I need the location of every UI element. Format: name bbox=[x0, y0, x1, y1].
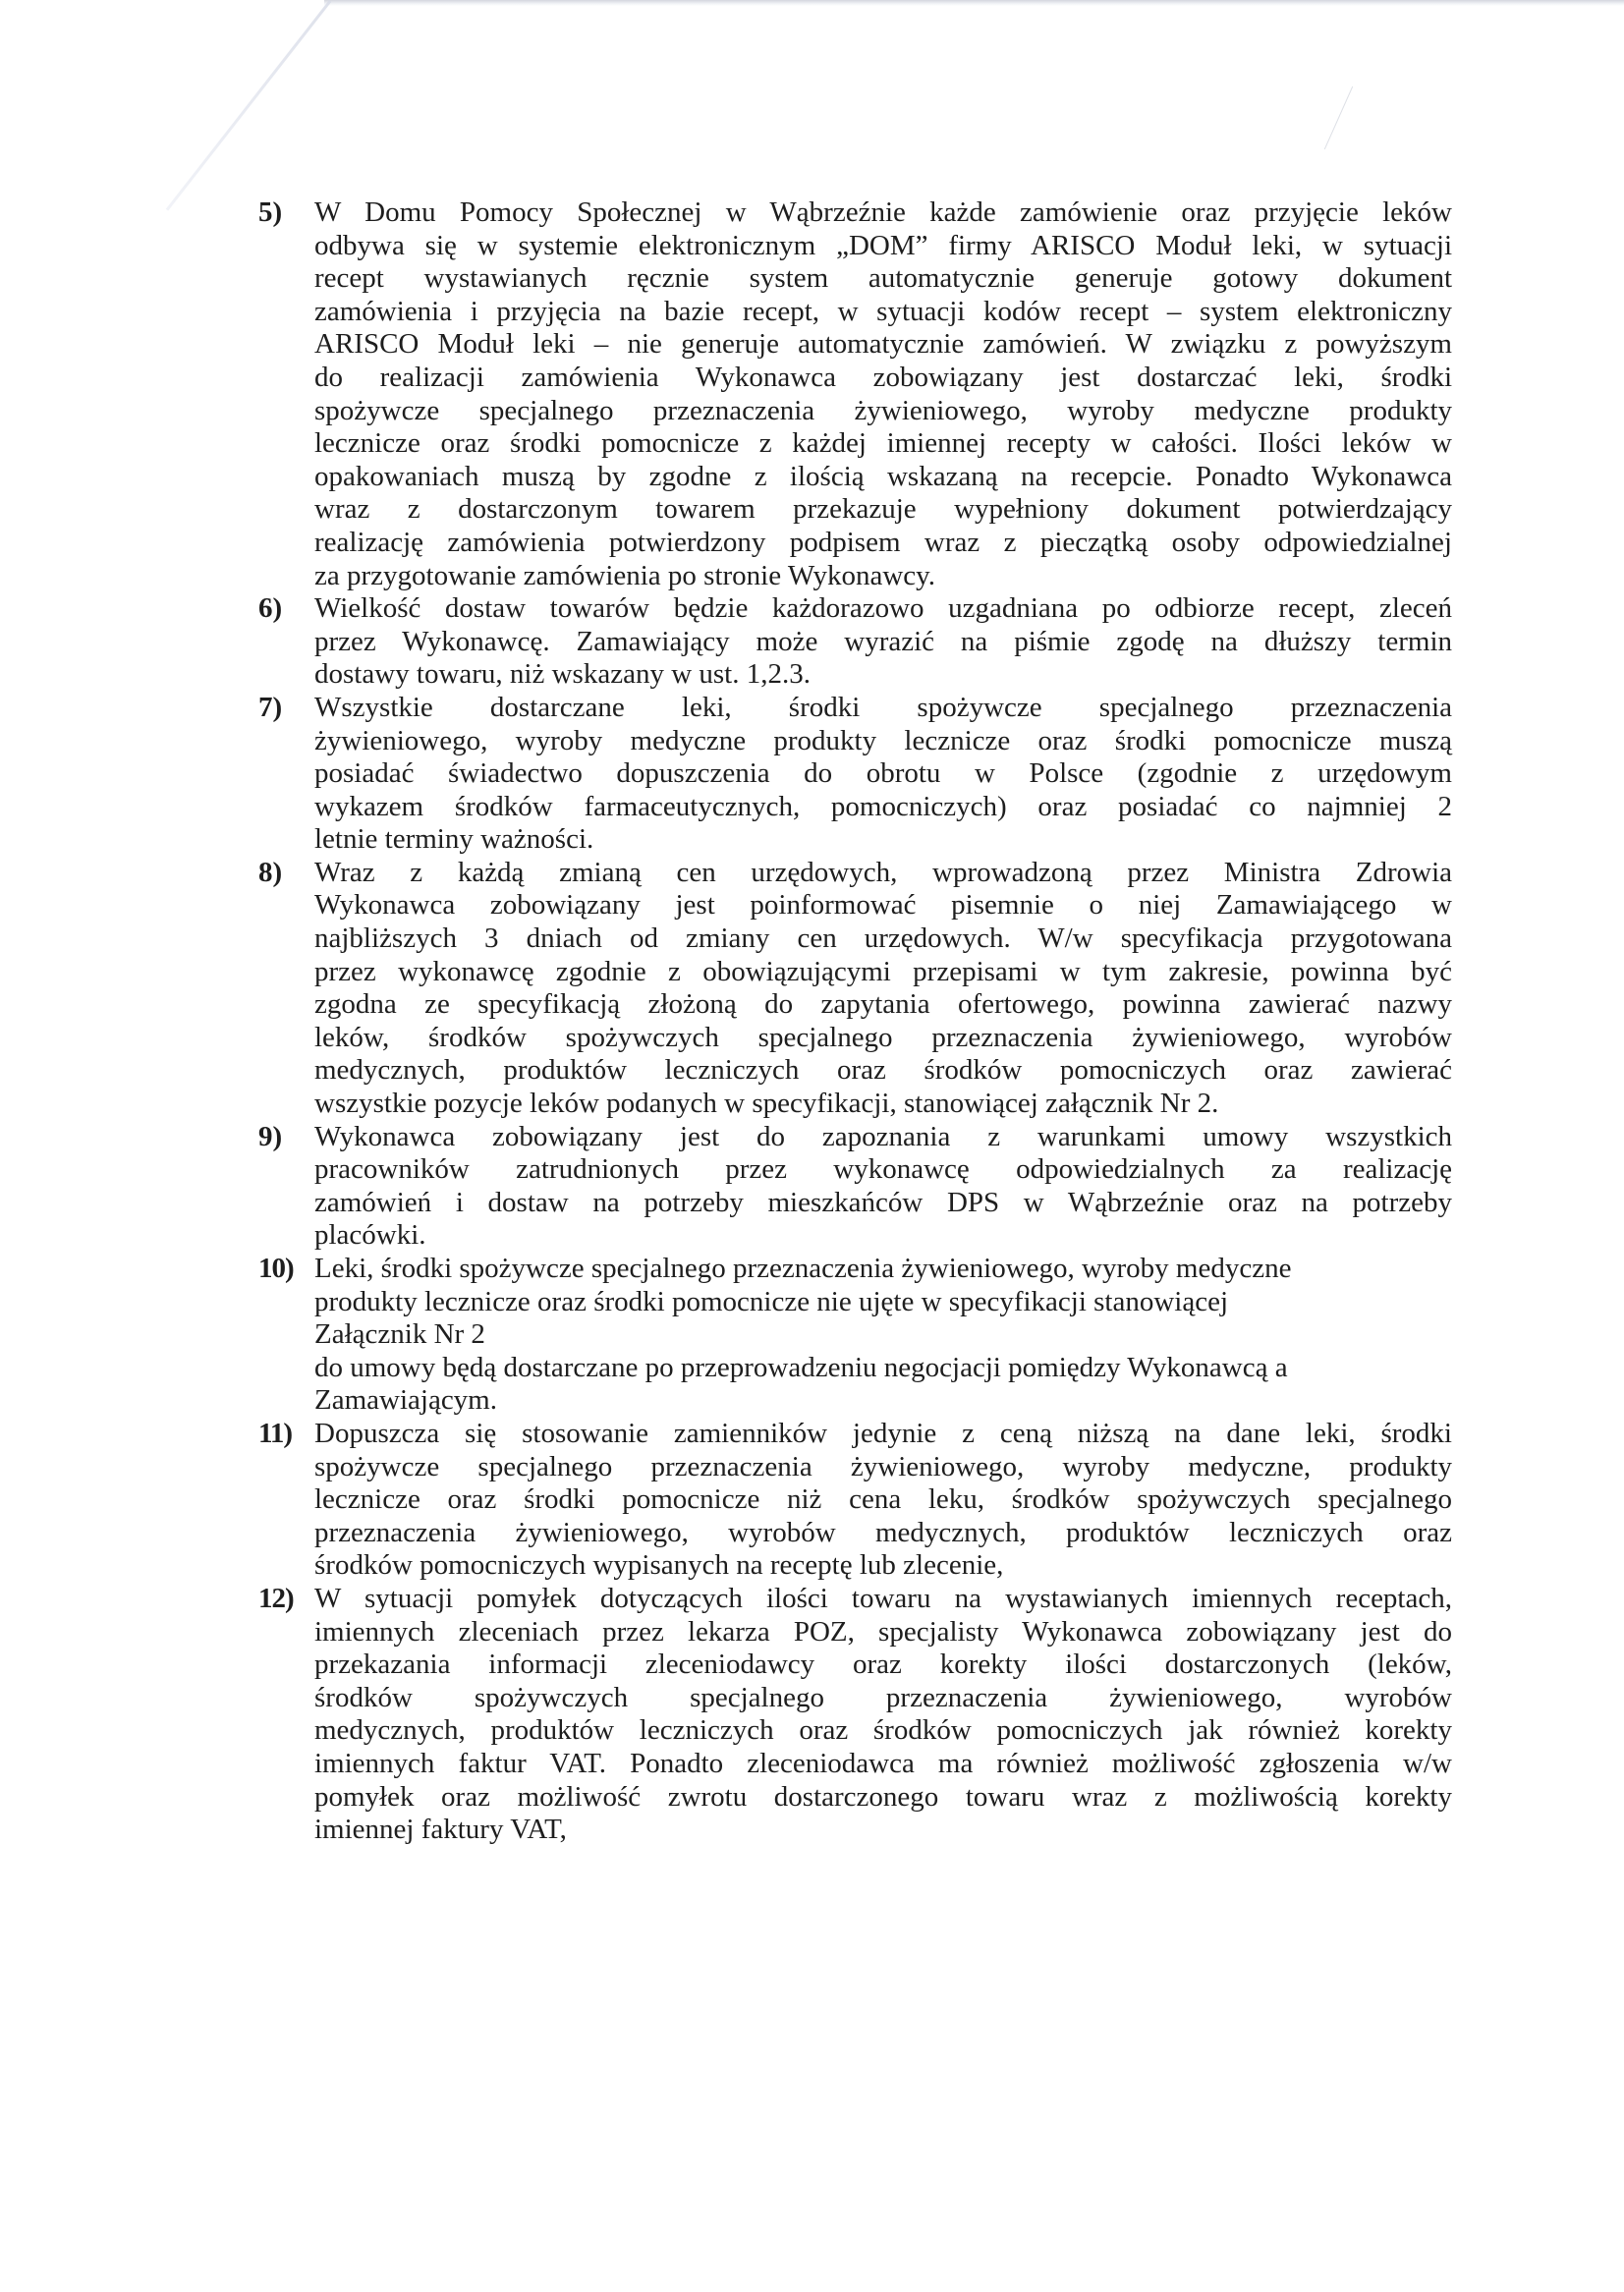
list-item-11 bbox=[258, 1418, 1452, 1583]
text-line: Załącznik Nr 2 bbox=[314, 1318, 485, 1351]
item-text bbox=[314, 592, 1452, 692]
text-line: opakowaniach muszą by zgodne z ilością wskazaną na recepcie. Ponadto Wykonawca bbox=[314, 460, 1452, 492]
text-line: Wielkość dostaw towarów będzie każdorazowo uzgadniana po odbiorze recept, zleceń bbox=[314, 592, 1452, 625]
item-number: 9) bbox=[258, 1120, 283, 1152]
item-text bbox=[314, 857, 1452, 1121]
text-line: W sytuacji pomyłek dotyczących ilości towaru na wystawianych imiennych receptach, bbox=[314, 1582, 1452, 1614]
text-line: dostawy towaru, niż wskazany w ust. 1,2.3. bbox=[314, 658, 811, 691]
text-line: letnie terminy ważności. bbox=[314, 823, 594, 856]
item-number: 10) bbox=[258, 1253, 294, 1284]
text-line: wszystkie pozycje leków podanych w specyfikacji, stanowiącej załącznik Nr 2. bbox=[314, 1088, 1219, 1120]
list-item-5 bbox=[258, 196, 1452, 592]
text-line: pomyłek oraz możliwość zwrotu dostarczonego towaru wraz z możliwością korekty bbox=[314, 1780, 1452, 1813]
item-text bbox=[314, 1583, 1452, 1847]
text-line: zamówień i dostaw na potrzeby mieszkańców DPS w Wąbrzeźnie oraz na potrzeby bbox=[314, 1186, 1452, 1218]
item-text bbox=[314, 1418, 1452, 1583]
text-line: do umowy będą dostarczane po przeprowadzeniu negocjacji pomiędzy Wykonawcą a bbox=[314, 1351, 1288, 1383]
text-line: odbywa się w systemie elektronicznym „DOM” firmy ARISCO Moduł leki, w sytuacji bbox=[314, 229, 1452, 261]
text-line: Wszystkie dostarczane leki, środki spożywcze specjalnego przeznaczenia bbox=[314, 691, 1452, 723]
text-line: spożywcze specjalnego przeznaczenia żywieniowego, wyroby medyczne produkty bbox=[314, 394, 1452, 426]
text-line: Dopuszcza się stosowanie zamienników jedynie z ceną niższą na dane leki, środki bbox=[314, 1417, 1452, 1449]
text-line: przeznaczenia żywieniowego, wyrobów medycznych, produktów leczniczych oraz bbox=[314, 1516, 1452, 1548]
text-line: Wykonawca zobowiązany jest poinformować pisemnie o niej Zamawiającego w bbox=[314, 889, 1452, 922]
list-item-6 bbox=[258, 592, 1452, 692]
text-line: pracowników zatrudnionych przez wykonawcę odpowiedzialnych za realizację bbox=[314, 1153, 1452, 1186]
text-line: Wykonawca zobowiązany jest do zapoznania z warunkami umowy wszystkich bbox=[314, 1120, 1452, 1152]
item-number: 5) bbox=[258, 196, 283, 228]
list-item-12 bbox=[258, 1583, 1452, 1847]
text-line: medycznych, produktów leczniczych oraz środków pomocniczych oraz zawierać bbox=[314, 1054, 1452, 1087]
text-line: środków spożywczych specjalnego przeznaczenia żywieniowego, wyrobów bbox=[314, 1681, 1452, 1713]
list-item-9 bbox=[258, 1121, 1452, 1253]
document-page bbox=[258, 196, 1452, 1847]
text-line: lecznicze oraz środki pomocnicze niż cena leku, środków spożywczych specjalnego bbox=[314, 1483, 1452, 1516]
item-number: 11) bbox=[258, 1417, 293, 1449]
text-line: Wraz z każdą zmianą cen urzędowych, wprowadzoną przez Ministra Zdrowia bbox=[314, 856, 1452, 888]
text-line: przekazania informacji zleceniodawcy oraz korekty ilości dostarczonych (leków, bbox=[314, 1649, 1452, 1681]
text-line: za przygotowanie zamówienia po stronie Wykonawcy. bbox=[314, 559, 936, 591]
text-line: Leki, środki spożywcze specjalnego przeznaczenia żywieniowego, wyroby medyczne bbox=[314, 1253, 1292, 1284]
item-number: 6) bbox=[258, 592, 283, 625]
text-line: najbliższych 3 dniach od zmiany cen urzędowych. W/w specyfikacja przygotowana bbox=[314, 922, 1452, 955]
text-line: zgodna ze specyfikacją złożoną do zapytania ofertowego, powinna zawierać nazwy bbox=[314, 988, 1452, 1021]
text-line: W Domu Pomocy Społecznej w Wąbrzeźnie każde zamówienie oraz przyjęcie leków bbox=[314, 196, 1452, 228]
text-line: wykazem środków farmaceutycznych, pomocniczych) oraz posiadać co najmniej 2 bbox=[314, 790, 1452, 822]
item-text bbox=[314, 1253, 1452, 1418]
text-line: lecznicze oraz środki pomocnicze z każdej imiennej recepty w całości. Ilości leków w bbox=[314, 427, 1452, 460]
text-line: medycznych, produktów leczniczych oraz środków pomocniczych jak również korekty bbox=[314, 1714, 1452, 1747]
text-line: leków, środków spożywczych specjalnego przeznaczenia żywieniowego, wyrobów bbox=[314, 1021, 1452, 1053]
item-number: 12) bbox=[258, 1582, 294, 1614]
item-text bbox=[314, 196, 1452, 592]
text-line: posiadać świadectwo dopuszczenia do obrotu w Polsce (zgodnie z urzędowym bbox=[314, 757, 1452, 790]
text-line: imiennych faktur VAT. Ponadto zleceniodawca ma również możliwość zgłoszenia w/w bbox=[314, 1747, 1452, 1779]
text-line: przez wykonawcę zgodnie z obowiązującymi przepisami w tym zakresie, powinna być bbox=[314, 955, 1452, 987]
text-line: imiennych zleceniach przez lekarza POZ, specjalisty Wykonawca zobowiązany jest do bbox=[314, 1615, 1452, 1648]
list-item-7 bbox=[258, 692, 1452, 857]
scan-artifact-diagonal-line bbox=[166, 0, 332, 211]
text-line: zamówienia i przyjęcia na bazie recept, w sytuacji kodów recept – system elektroniczny bbox=[314, 295, 1452, 327]
text-line: żywieniowego, wyroby medyczne produkty lecznicze oraz środki pomocnicze muszą bbox=[314, 724, 1452, 756]
item-text bbox=[314, 1121, 1452, 1253]
text-line: placówki. bbox=[314, 1219, 426, 1252]
text-line: produkty lecznicze oraz środki pomocnicze nie ujęte w specyfikacji stanowiącej bbox=[314, 1285, 1229, 1317]
scan-artifact-top-edge bbox=[324, 0, 1624, 6]
text-line: środków pomocniczych wypisanych na receptę lub zlecenie, bbox=[314, 1549, 1004, 1582]
scan-artifact-mark bbox=[1324, 86, 1353, 149]
list-item-8 bbox=[258, 857, 1452, 1121]
item-number: 8) bbox=[258, 856, 283, 888]
item-number: 7) bbox=[258, 691, 283, 723]
item-text bbox=[314, 692, 1452, 857]
text-line: Zamawiającym. bbox=[314, 1384, 497, 1417]
text-line: wraz z dostarczonym towarem przekazuje wypełniony dokument potwierdzający bbox=[314, 493, 1452, 526]
text-line: imiennej faktury VAT, bbox=[314, 1814, 567, 1846]
list-item-10 bbox=[258, 1253, 1452, 1418]
text-line: realizację zamówienia potwierdzony podpisem wraz z pieczątką osoby odpowiedzialnej bbox=[314, 526, 1452, 558]
text-line: do realizacji zamówienia Wykonawca zobowiązany jest dostarczać leki, środki bbox=[314, 361, 1452, 393]
text-line: recept wystawianych ręcznie system automatycznie generuje gotowy dokument bbox=[314, 262, 1452, 295]
text-line: spożywcze specjalnego przeznaczenia żywieniowego, wyroby medyczne, produkty bbox=[314, 1450, 1452, 1482]
text-line: ARISCO Moduł leki – nie generuje automatycznie zamówień. W związku z powyższym bbox=[314, 328, 1452, 361]
text-line: przez Wykonawcę. Zamawiający może wyrazić na piśmie zgodę na dłuższy termin bbox=[314, 625, 1452, 657]
